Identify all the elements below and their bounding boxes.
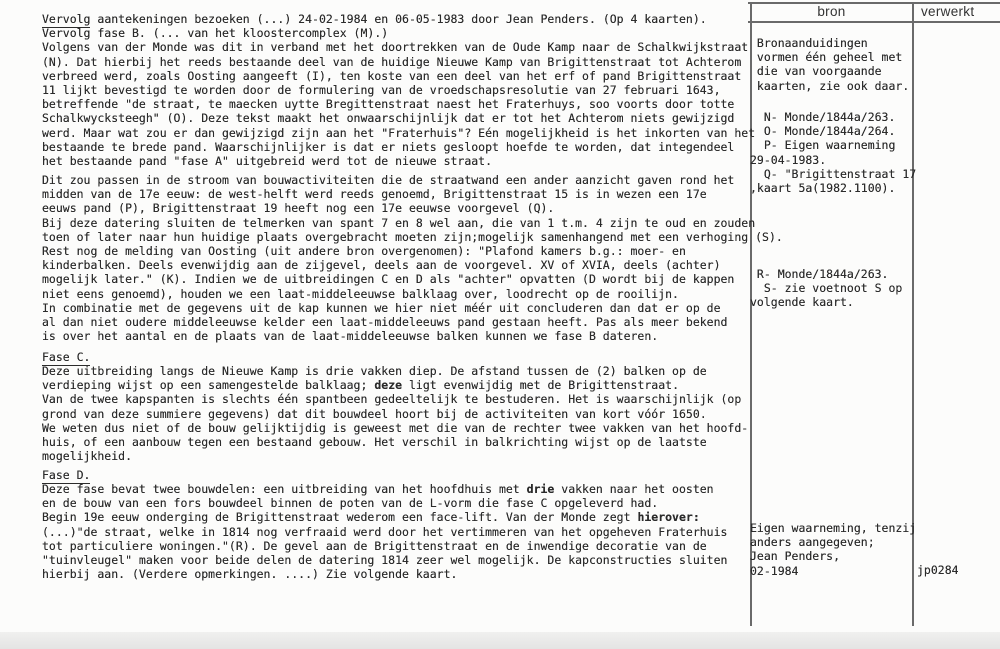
fase-b-paragraph-line: eeuws pand (P), Brigittenstraat 19 heeft nog een 17e eeuwse voorgevel (Q). bbox=[42, 201, 555, 216]
bron-references-nopq-line: 29-04-1983. bbox=[750, 152, 827, 167]
intro-paragraph-line: werd. Maar wat zou er dan gewijzigd zijn aan het "Fraterhuis"? Eén mogelijkheid is het inkorten van het bbox=[42, 125, 756, 140]
fase-c-paragraph-line: huis, of een aanbouw tegen een bestaand gebouw. Het verschil in balkrichting wijst op de laatste bbox=[42, 435, 707, 449]
fase-d-paragraph-line: hierbij aan. (Verdere opmerkingen. ....) Zie volgende kaart. bbox=[42, 567, 458, 582]
bron-attribution-line: 02-1984 bbox=[750, 563, 799, 578]
fase-c-paragraph-line: verdieping wijst op een samengestelde balklaag; deze ligt evenwijdig met de Brigittenstraat. bbox=[42, 378, 679, 393]
fase-b-paragraph-line: al dan niet oudere middeleeuwse kelder een laat-middeleeuws pand gestaan heeft. Pas als meer bekend bbox=[42, 315, 728, 329]
intro-paragraph-line: 11 lijkt bevestigd te worden door de formulering van de vroedschapsresolutie van 27 februari 1643, bbox=[42, 83, 721, 97]
fase-d-paragraph-line: (...)"de straat, welke in 1814 nog verfraaid werd door het vertimmeren van het opgeheven Fraterhuis bbox=[42, 524, 728, 539]
fase-b-paragraph-line: mogelijk later." (K). Indien we de uitbreidingen C en D als "achter" opvatten (D wordt bij de kappen bbox=[42, 272, 735, 287]
verwerkt-column-header: verwerkt bbox=[921, 4, 975, 19]
bron-note-general-line: kaarten, zie ook daar. bbox=[750, 78, 910, 93]
fase-b-paragraph-line: kinderbalken. Deels evenwijdig aan de zijgevel, deels aan de voorgevel. XV of XVIA, deels (achter) bbox=[42, 258, 721, 273]
intro-paragraph-line: verbreed werd, zoals Oosting aangeeft (I), ten koste van een deel van het erf of pand Brigittenstraat bbox=[42, 68, 742, 83]
fase-c-paragraph-line: Deze uitbreiding langs de Nieuwe Kamp is drie vakken diep. De afstand tussen de (2) balken op de bbox=[42, 364, 707, 378]
intro-paragraph-line: Vervolg fase B. (... van het kloostercomplex (M).) bbox=[42, 26, 389, 41]
fase-c-paragraph-line: We weten dus niet of de bouw gelijktijdig is geweest met die van de rechter twee vakken van het hoofd- bbox=[42, 420, 749, 435]
fase-c-paragraph-line: mogelijkheid. bbox=[42, 449, 133, 464]
fase-d-paragraph-line: tot particuliere woningen."(R). De gevel aan de Brigittenstraat en de inwendige decoratie van de bbox=[42, 538, 707, 553]
bron-note-general-line: vormen één geheel met bbox=[750, 50, 903, 65]
bron-attribution-line: Jean Penders, bbox=[750, 549, 841, 564]
fase-b-paragraph-line: In combinatie met de gegevens uit de kap kunnen we hier niet méér uit concluderen dan dat er op de bbox=[42, 300, 721, 315]
fase-d-paragraph-line: en de bouw van een fors bouwdeel binnen de poten van de L-vorm die fase C opgeleverd had. bbox=[42, 496, 659, 511]
intro-paragraph-line: Schalkwycksteegh" (O). Deze tekst maakt het onwaarschijnlijk dat er tot het Achterom niets gewijzigd bbox=[42, 111, 735, 126]
bron-attribution-line: Eigen waarneming, tenzij bbox=[750, 521, 917, 535]
fase-b-paragraph-line: Bij deze datering sluiten de telmerken van spant 7 en 8 wel aan, die van 1 t.m. 4 zijn te oud en zouden bbox=[42, 215, 756, 230]
fase-b-paragraph-line: is over het aantal en de plaats van de laat-middeleeuwse balken kunnen we fase B dateren. bbox=[42, 329, 659, 344]
bron-references-rs-line: volgende kaart. bbox=[750, 295, 854, 310]
fase-b-paragraph-line: Rest nog de melding van Oosting (uit andere bron overgenomen): "Plafond kamers b.g.: moer- en bbox=[42, 244, 686, 258]
fase-d-paragraph-line: "tuinvleugel" maken voor beide delen de datering 1814 zeer wel mogelijk. De kapconstructies sluiten bbox=[42, 553, 728, 567]
fase-c-paragraph-line: grond van deze summiere gegevens) dat dit bouwdeel hoort bij de activiteiten van kort vóór 1650. bbox=[42, 406, 707, 421]
bron-references-nopq-line: O- Monde/1844a/264. bbox=[750, 124, 896, 139]
fase-d-heading-line: Fase D. bbox=[42, 468, 91, 482]
scan-edge-shadow bbox=[0, 632, 1000, 649]
bron-references-rs-line: R- Monde/1844a/263. bbox=[750, 267, 889, 281]
verwerkt-code-line: jp0284 bbox=[917, 563, 959, 577]
intro-paragraph-line: betreffende "de straat, te maecken uytte Bregittenstraat naest het Fraterhuys, soo voorts door totte bbox=[42, 97, 735, 112]
fase-d-paragraph-line: Begin 19e eeuw onderging de Brigittenstraat wederom een face-lift. Van der Monde zegt hierover: bbox=[42, 510, 700, 525]
bron-references-rs-line: S- zie voetnoot S op bbox=[750, 281, 903, 296]
intro-paragraph-line: (N). Dat hierbij het reeds bestaande deel van de huidige Nieuwe Kamp van Brigittenstraat tot Achterom bbox=[42, 54, 742, 69]
fase-c-heading-line: Fase C. bbox=[42, 350, 91, 364]
bron-references-nopq-line: ,kaart 5a(1982.1100). bbox=[750, 181, 896, 195]
bron-references-nopq-line: P- Eigen waarneming bbox=[750, 138, 896, 153]
bron-note-general-line: Bronaanduidingen bbox=[750, 36, 868, 50]
header-bottom-rule bbox=[748, 21, 1000, 23]
bron-note-general-line: die van voorgaande bbox=[750, 64, 882, 79]
bron-references-nopq-line: Q- "Brigittenstraat 17 bbox=[750, 166, 917, 181]
fase-b-paragraph-line: Dit zou passen in de stroom van bouwactiviteiten die de straatwand een ander aanzicht gaven rond het bbox=[42, 173, 735, 187]
intro-paragraph-line: Volgens van der Monde was dit in verband met het doortrekken van de Oude Kamp naar de Schalkwijkstraat bbox=[42, 40, 749, 55]
fase-c-paragraph-line: Van de twee kapspanten is slechts één spantbeen gedeeltelijk te bestuderen. Het is waarschijnlijk (op bbox=[42, 392, 742, 407]
fase-b-paragraph-line: toen of later naar hun huidige plaats overgebracht moeten zijn;mogelijk samenhangend met een verhoging (S). bbox=[42, 229, 783, 244]
fase-b-paragraph-line: niet eens genoemd), houden we een laat-middeleeuwse balklaag over, loodrecht op de rooilijn. bbox=[42, 286, 679, 301]
fase-b-paragraph-line: midden van de 17e eeuw: de west-helft werd reeds genoemd, Brigittenstraat 15 is in wezen een 17e bbox=[42, 187, 707, 202]
intro-paragraph-line: bestaande te brede pand. Waarschijnlijker is dat er niets gesloopt hoefde te worden, dat integendeel bbox=[42, 139, 735, 154]
bron-attribution-line: anders aangegeven; bbox=[750, 535, 875, 550]
intro-paragraph-line: Vervolg aantekeningen bezoeken (...) 24-02-1984 en 06-05-1983 door Jean Penders. (Op 4 kaarten). bbox=[42, 12, 707, 26]
bron-column-header: bron bbox=[817, 4, 846, 19]
intro-paragraph-line: het bestaande pand "fase A" uitgebreid werd tot de nieuwe straat. bbox=[42, 154, 493, 168]
bron-references-nopq-line: N- Monde/1844a/263. bbox=[750, 110, 896, 124]
fase-d-paragraph-line: Deze fase bevat twee bouwdelen: een uitbreiding van het hoofdhuis met drie vakken naar het oosten bbox=[42, 482, 714, 496]
